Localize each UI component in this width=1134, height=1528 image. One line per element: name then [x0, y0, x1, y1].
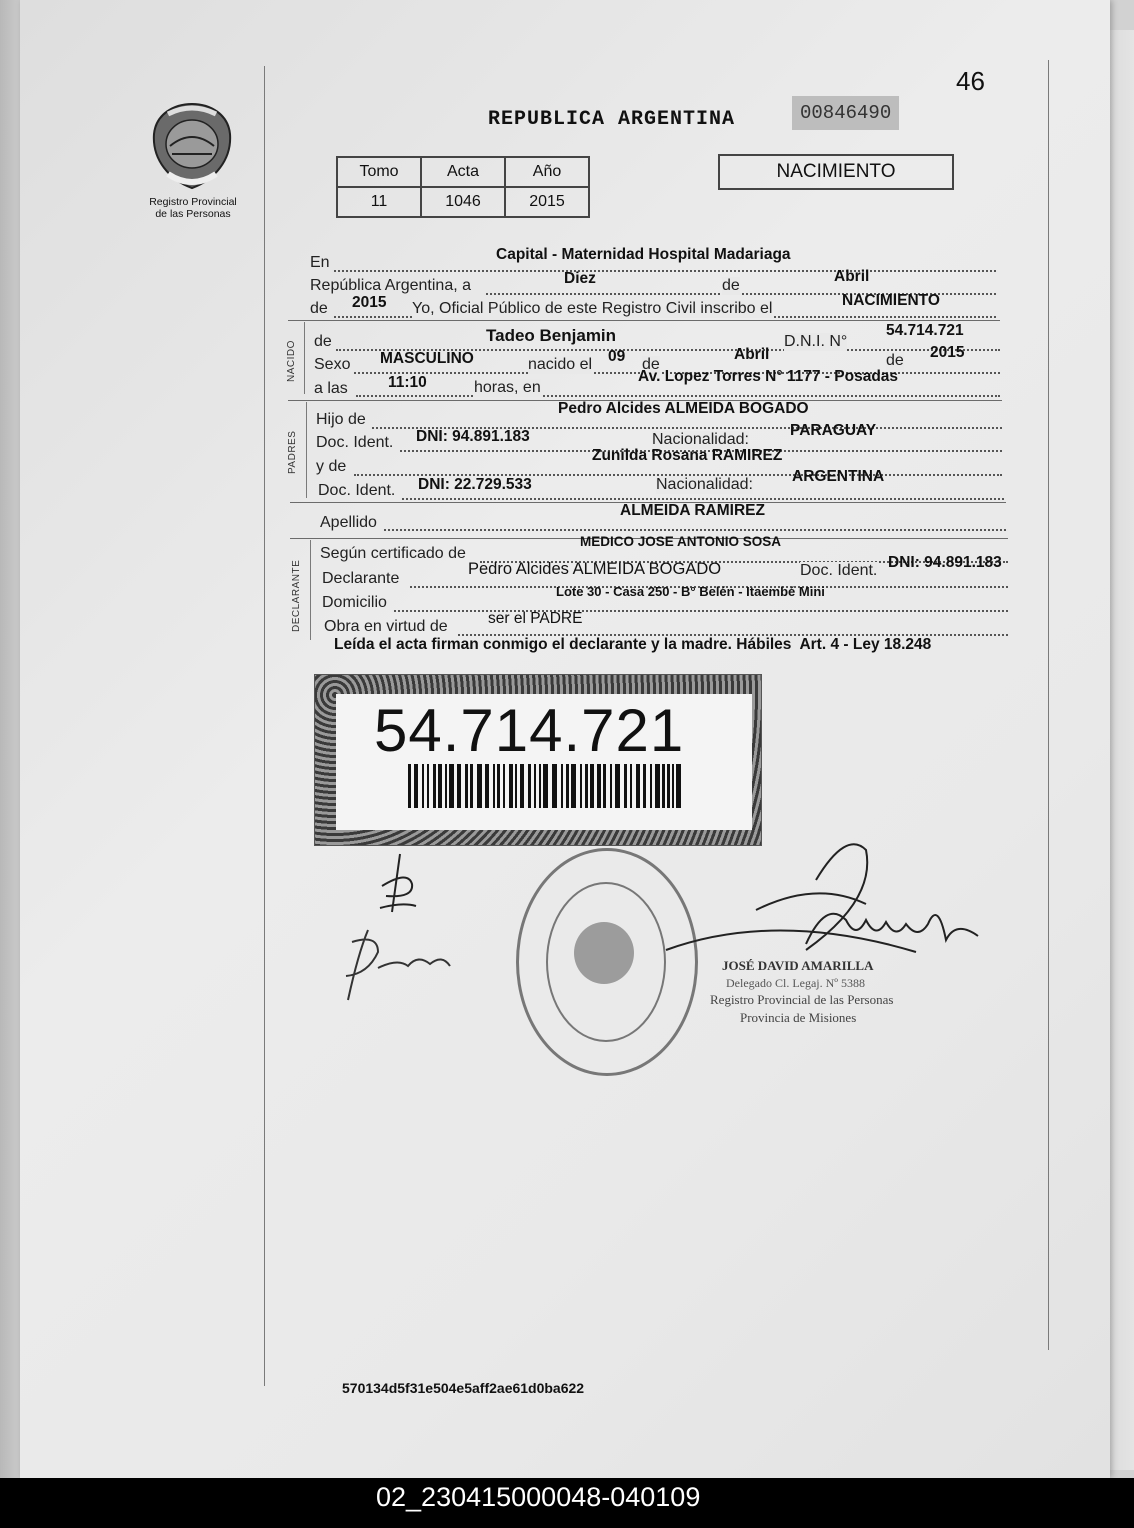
nacionalidad-label: Nacionalidad:	[656, 476, 753, 493]
barcode-bar	[445, 764, 447, 808]
barcode-bar	[422, 764, 424, 808]
barcode-bar	[590, 764, 594, 808]
dotted-line	[402, 498, 1004, 500]
segun-label: Según certificado de	[320, 545, 466, 562]
birth-year: 2015	[930, 344, 965, 361]
barcode-icon	[408, 764, 684, 813]
value-tomo: 11	[337, 187, 421, 217]
month-value: Abril	[834, 268, 870, 285]
barcode-bar	[465, 764, 468, 808]
barcode-bar	[580, 764, 582, 808]
barcode-bar	[438, 764, 442, 808]
barcode-bar	[528, 764, 531, 808]
barcode-bar	[676, 764, 681, 808]
doc-ident-label: Doc. Ident.	[316, 434, 394, 451]
official-province: Provincia de Misiones	[740, 1010, 857, 1025]
de-label: de	[314, 333, 332, 350]
place-value: Capital - Maternidad Hospital Madariaga	[496, 246, 791, 263]
signature-declarante	[372, 850, 432, 925]
dotted-line	[384, 529, 1006, 531]
barcode-bar	[408, 764, 411, 808]
barcode-bar	[650, 764, 652, 808]
barcode-bar	[636, 764, 640, 808]
nacido-el-label: nacido el	[528, 356, 593, 373]
header-acta: Acta	[421, 157, 505, 187]
serial-number: 00846490	[792, 96, 899, 130]
section-rule	[306, 402, 307, 498]
father-doc: DNI: 94.891.183	[416, 428, 530, 445]
barcode-bar	[520, 764, 524, 808]
declarante-label: Declarante	[322, 570, 400, 587]
obra-label: Obra en virtud de	[324, 618, 448, 635]
declarante-doc: DNI: 94.891.183	[888, 554, 1002, 571]
birth-month: Abril	[734, 346, 770, 363]
registry-logo	[148, 100, 236, 192]
act-type-box: NACIMIENTO	[718, 154, 954, 190]
barcode-bar	[672, 764, 674, 808]
country-title: REPUBLICA ARGENTINA	[488, 108, 736, 131]
document-hash: 570134d5f31e504e5aff2ae61d0ba622	[342, 1380, 585, 1396]
barcode-bar	[427, 764, 429, 808]
child-dni: 54.714.721	[886, 322, 964, 339]
dotted-line	[394, 610, 1008, 612]
apellido-label: Apellido	[320, 514, 377, 531]
barcode-bar	[597, 764, 601, 808]
father-nationality: PARAGUAY	[790, 422, 877, 439]
barcode-bar	[561, 764, 563, 808]
barcode-bar	[509, 764, 513, 808]
barcode-bar	[457, 764, 461, 808]
y-de-label: y de	[316, 458, 347, 475]
birth-day: 09	[608, 348, 626, 365]
dni-label: D.N.I. N°	[784, 333, 848, 350]
barcode-bar	[655, 764, 660, 808]
barcode-bar	[497, 764, 500, 808]
doc-ident-label: Doc. Ident.	[318, 482, 396, 499]
year-value: 2015	[352, 294, 387, 311]
left-margin-line	[264, 66, 265, 1386]
horas-label: horas, en	[474, 379, 541, 396]
barcode-bar	[615, 764, 620, 808]
barcode-bar	[470, 764, 473, 808]
header-ano: Año	[505, 157, 589, 187]
sexo-value: MASCULINO	[380, 350, 474, 367]
seal-emblem-icon	[574, 922, 634, 984]
footer-code: 02_230415000048-040109	[376, 1482, 701, 1512]
barcode-bar	[414, 764, 418, 808]
dotted-line	[334, 270, 996, 272]
day-value: Diez	[564, 270, 596, 287]
barcode-bar	[662, 764, 665, 808]
birth-time: 11:10	[388, 374, 427, 391]
official-title: Delegado Cl. Legaj. Nº 5388	[726, 976, 866, 990]
barcode-bar	[485, 764, 489, 808]
de-label: de	[642, 356, 660, 373]
value-ano: 2015	[505, 187, 589, 217]
declarante-side-label: DECLARANTE	[291, 559, 302, 632]
father-name: Pedro Alcides ALMEIDA BOGADO	[558, 400, 809, 417]
de-label: de	[722, 277, 740, 294]
page-number: 46	[956, 66, 985, 96]
de-label: de	[310, 300, 328, 317]
barcode-bar	[477, 764, 482, 808]
barcode-bar	[610, 764, 612, 808]
official-org: Registro Provincial de las Personas	[710, 992, 894, 1007]
closing-statement: Leída el acta firman conmigo el declarante y la madre. Hábiles Art. 4 - Ley 18.248	[334, 636, 932, 653]
section-rule	[304, 322, 305, 394]
barcode-bar	[603, 764, 606, 808]
mother-nationality: ARGENTINA	[792, 468, 885, 485]
barcode-bar	[433, 764, 436, 808]
barcode-bar	[552, 764, 557, 808]
barcode-bar	[515, 764, 517, 808]
right-margin-line	[1048, 60, 1049, 1350]
birth-place: Av. Lopez Torres N° 1177 - Posadas	[638, 368, 899, 385]
padres-side-label: PADRES	[287, 430, 298, 474]
section-divider	[288, 320, 1000, 321]
section-rule	[310, 540, 311, 640]
barcode-bar	[534, 764, 536, 808]
doc-ident-label: Doc. Ident.	[800, 562, 878, 579]
child-name: Tadeo Benjamin	[486, 326, 617, 345]
declarante-value: Pedro Alcides ALMEIDA BOGADO	[468, 560, 722, 578]
de-label: de	[886, 352, 904, 369]
sexo-label: Sexo	[314, 356, 351, 373]
mother-doc: DNI: 22.729.533	[418, 476, 532, 493]
obra-value: ser el PADRE	[488, 610, 583, 627]
statement-text: Yo, Oficial Público de este Registro Civil inscribo el	[412, 300, 773, 317]
header-tomo: Tomo	[337, 157, 421, 187]
signature-madre	[338, 924, 468, 1009]
barcode-bar	[493, 764, 495, 808]
official-name: JOSÉ DAVID AMARILLA	[722, 958, 874, 973]
barcode-bar	[539, 764, 541, 808]
republica-label: República Argentina, a	[310, 277, 471, 294]
en-label: En	[310, 254, 330, 271]
barcode-bar	[585, 764, 588, 808]
apellido-value: ALMEIDA RAMIREZ	[620, 502, 765, 519]
barcode-bar	[566, 764, 569, 808]
barcode-bar	[571, 764, 576, 808]
certificate-value: MEDICO JOSE ANTONIO SOSA	[580, 534, 782, 549]
domicilio-label: Domicilio	[322, 594, 387, 611]
book-table	[336, 156, 590, 218]
dni-sticker-number: 54.714.721	[374, 697, 685, 764]
shield-icon	[148, 100, 236, 192]
hijo-de-label: Hijo de	[316, 411, 366, 428]
barcode-bar	[630, 764, 632, 808]
dotted-line	[356, 395, 1000, 397]
barcode-bar	[667, 764, 670, 808]
statement-value: NACIMIENTO	[842, 292, 940, 309]
barcode-bar	[643, 764, 646, 808]
barcode-bar	[543, 764, 548, 808]
nacionalidad-label: Nacionalidad:	[652, 431, 749, 448]
value-acta: 1046	[421, 187, 505, 217]
barcode-bar	[503, 764, 505, 808]
mother-name: Zunilda Rosana RAMIREZ	[592, 447, 783, 464]
registry-name: Registro Provincial de las Personas	[149, 196, 237, 220]
nacido-side-label: NACIDO	[286, 340, 297, 382]
a-las-label: a las	[314, 380, 348, 397]
barcode-bar	[624, 764, 627, 808]
barcode-bar	[449, 764, 454, 808]
domicilio-value: Lote 30 - Casa 250 - B° Belén - Itaembé Mini	[556, 584, 825, 599]
